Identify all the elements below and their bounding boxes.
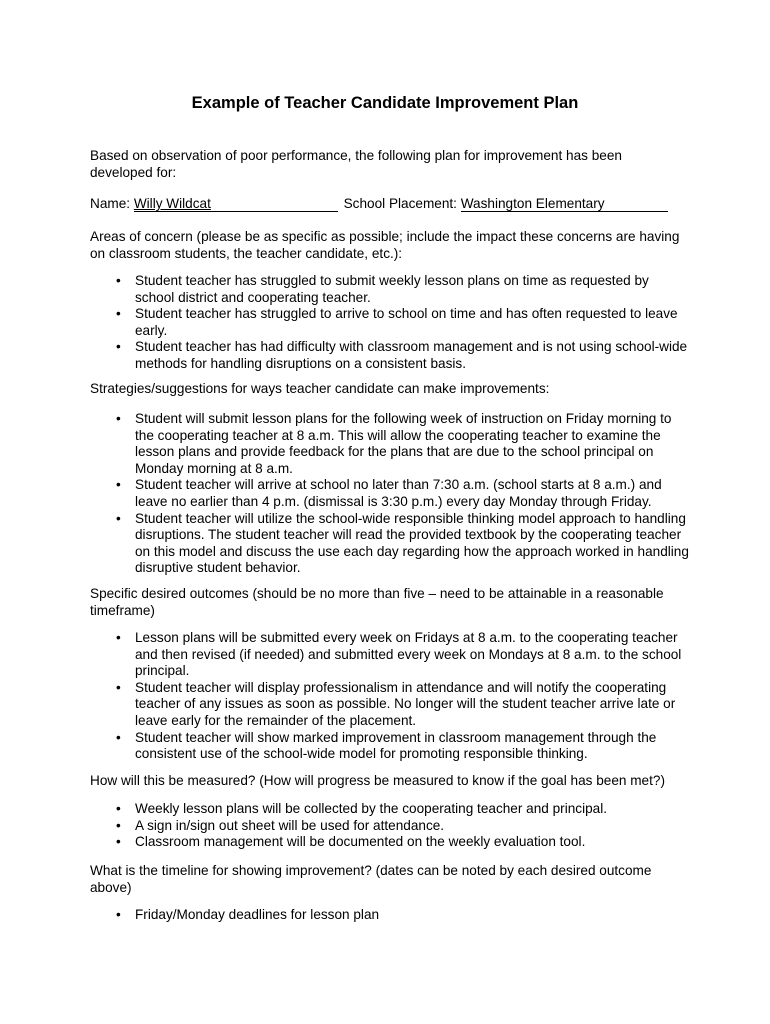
strategies-list	[90, 411, 690, 577]
bullet-icon: •	[116, 817, 121, 833]
list-item: • Lesson plans will be submitted every week on Fridays at 8 a.m. to the cooperating teacher and then revised (if needed) and submitted every week on Mondays at 8 a.m. to the school principal.	[116, 630, 682, 679]
concerns-heading: Areas of concern (please be as specific as possible; include the impact these concerns are having on classroom students, the teacher candidate, etc.):	[90, 229, 680, 261]
school-label: School Placement:	[343, 196, 457, 211]
school-value: Washington Elementary	[460, 196, 605, 211]
bullet-icon: •	[116, 510, 121, 526]
list-item: • Student teacher will arrive at school no later than 7:30 a.m. (school starts at 8 a.m.) and leave no earlier than 4 p.m. (dismissal is 3:30 p.m.) every day Monday through Friday.	[116, 477, 662, 509]
school-field	[461, 197, 668, 212]
name-school-line	[90, 196, 710, 213]
bullet-icon: •	[116, 411, 121, 426]
bullet-icon: •	[116, 273, 121, 288]
name-field	[134, 197, 338, 212]
list-item: • Student teacher has had difficulty with classroom management and is not using school-wide methods for handling disruptions on a consistent basis.	[116, 339, 688, 371]
outcomes-heading: Specific desired outcomes (should be no more than five – need to be attainable in a reasonable timeframe)	[90, 586, 664, 618]
outcomes-list	[90, 630, 690, 763]
bullet-icon: •	[116, 306, 121, 322]
strategies-heading: Strategies/suggestions for ways teacher candidate can make improvements:	[90, 381, 550, 396]
concerns-list	[90, 273, 690, 373]
measured-heading: How will this be measured? (How will progress be measured to know if the goal has been met?)	[90, 773, 665, 788]
list-item: • Classroom management will be documented on the weekly evaluation tool.	[116, 834, 586, 850]
list-item: • Friday/Monday deadlines for lesson plan	[116, 907, 380, 922]
name-value: Willy Wildcat	[133, 196, 211, 211]
list-item: • Student teacher will utilize the school-wide responsible thinking model approach to handling disruptions. The student teacher will read the provided textbook by the cooperating teacher on this model and discuss the use each day regarding how the approach worked in handling disruptive student behavior.	[116, 510, 689, 576]
list-item: • Student teacher will show marked improvement in classroom management through the consistent use of the school-wide model for promoting responsible thinking.	[116, 729, 657, 762]
measured-list	[90, 801, 690, 851]
document-title: Example of Teacher Candidate Improvement Plan	[191, 94, 579, 112]
name-label: Name:	[90, 196, 131, 211]
timeline-heading: What is the timeline for showing improvement? (dates can be noted by each desired outcome above)	[90, 863, 652, 895]
bullet-icon: •	[116, 907, 121, 922]
list-item: • Student will submit lesson plans for the following week of instruction on Friday morning to the cooperating teacher at 8 a.m. This will allow the cooperating teacher to examine the lesson plans and provide feedback for the plans that are due to the school principal on Monday morning at 8 a.m.	[116, 411, 672, 476]
intro-paragraph: Based on observation of poor performance, the following plan for improvement has been developed for:	[90, 148, 622, 180]
list-item: • Student teacher will display professionalism in attendance and will notify the cooperating teacher of any issues as soon as possible. No longer will the student teacher arrive late or leave early for the remainder of the placement.	[116, 679, 676, 728]
bullet-icon: •	[116, 729, 121, 745]
bullet-icon: •	[116, 679, 121, 695]
list-item: • Student teacher has struggled to arrive to school on time and has often requested to leave early.	[116, 306, 678, 338]
bullet-icon: •	[116, 630, 121, 645]
bullet-icon: •	[116, 801, 121, 816]
bullet-icon: •	[116, 339, 121, 355]
timeline-list	[90, 907, 690, 924]
list-item: • Weekly lesson plans will be collected by the cooperating teacher and principal.	[116, 801, 608, 816]
bullet-icon: •	[116, 477, 121, 493]
list-item: • Student teacher has struggled to submit weekly lesson plans on time as requested by school district and cooperating teacher.	[116, 273, 649, 305]
list-item: • A sign in/sign out sheet will be used for attendance.	[116, 817, 445, 833]
bullet-icon: •	[116, 834, 121, 850]
